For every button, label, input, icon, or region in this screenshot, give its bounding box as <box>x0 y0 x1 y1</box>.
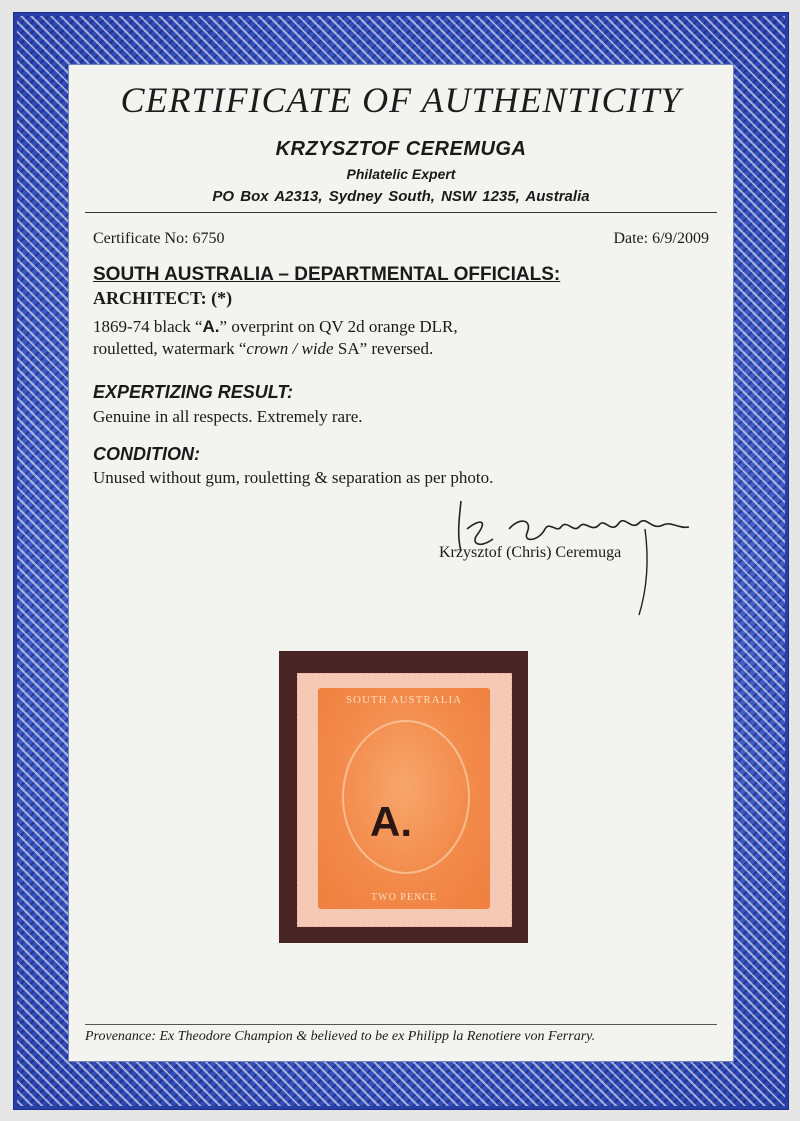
desc-part3: rouletted, watermark “ <box>93 339 247 358</box>
stamp-description <box>93 316 713 360</box>
footer-divider <box>85 1024 717 1025</box>
condition-heading: CONDITION: <box>93 444 200 464</box>
header-divider <box>85 212 717 213</box>
desc-part4: SA” reversed. <box>333 339 434 358</box>
certificate-date: Date: 6/9/2009 <box>613 230 709 247</box>
desc-part2: ” overprint on QV 2d orange DLR, <box>219 317 458 336</box>
stamp-photo <box>279 651 528 943</box>
stamp-top-inscription: SOUTH AUSTRALIA <box>345 694 463 706</box>
expert-name: KRZYSZTOF CEREMUGA <box>275 138 527 160</box>
certificate-number: Certificate No: 6750 <box>93 230 225 247</box>
stamp <box>297 673 512 927</box>
desc-watermark: crown / wide <box>246 339 334 358</box>
certificate-title: CERTIFICATE OF AUTHENTICITY <box>120 80 682 120</box>
expert-role: Philatelic Expert <box>346 166 456 182</box>
condition-text: Unused without gum, rouletting & separation as per photo. <box>93 468 494 487</box>
desc-overprint: A. <box>202 317 220 336</box>
certificate-panel <box>68 64 734 1062</box>
stamp-overprint: A. <box>370 798 412 845</box>
result-heading: EXPERTIZING RESULT: <box>93 382 294 402</box>
subject-heading: SOUTH AUSTRALIA – DEPARTMENTAL OFFICIALS: <box>93 264 561 285</box>
subject-subheading: ARCHITECT: (*) <box>93 288 233 308</box>
result-text: Genuine in all respects. Extremely rare. <box>93 407 363 426</box>
expert-address: PO Box A2313, Sydney South, NSW 1235, Australia <box>212 188 590 205</box>
stamp-portrait-oval <box>342 720 470 874</box>
signatory-name: Krzysztof (Chris) Ceremuga <box>439 544 622 561</box>
stamp-design <box>318 688 490 909</box>
provenance-note: Provenance: Ex Theodore Champion & believed to be ex Philipp la Renotiere von Ferrary. <box>85 1029 596 1044</box>
desc-part1: 1869-74 black “ <box>93 317 203 336</box>
stamp-value-inscription: TWO PENCE <box>371 892 437 903</box>
